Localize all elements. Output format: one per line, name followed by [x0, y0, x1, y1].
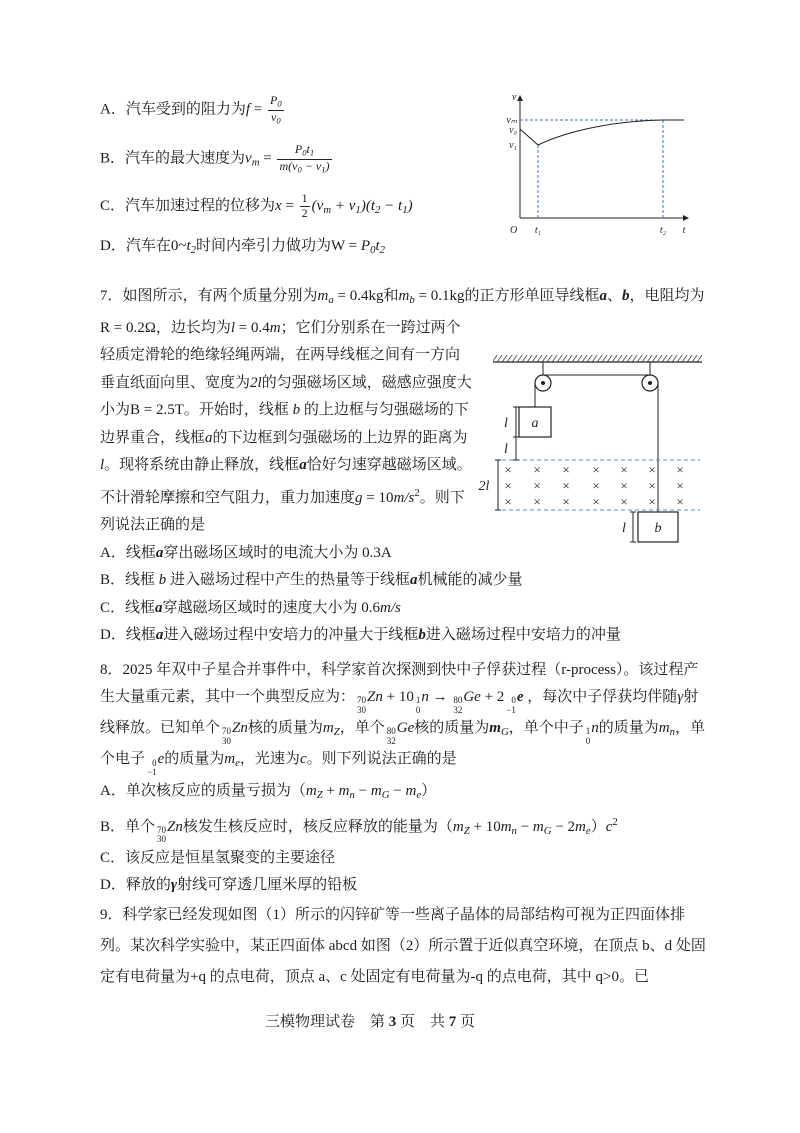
text-run: m — [452, 818, 464, 835]
text-run: a — [205, 429, 213, 446]
text-run: 7 — [448, 1014, 457, 1030]
text-run: 核的质量为 — [247, 720, 323, 737]
text-run: 2 — [414, 486, 420, 499]
text-run: 的下边框到匀强磁场的上边界的距离为 — [212, 429, 468, 446]
text-run: a — [410, 572, 418, 589]
text-run: D． — [100, 238, 126, 254]
question-8 — [100, 657, 708, 899]
text-run: 7．如图所示，有两个质量分别为 — [100, 288, 318, 304]
field-cross-icon: × — [647, 494, 657, 509]
text-run: a — [155, 599, 163, 616]
text-run: γ — [170, 877, 178, 893]
text-run: t — [375, 238, 380, 254]
q6-option-c — [100, 191, 490, 225]
dimension-frame-a — [513, 407, 519, 460]
field-cross-icon: × — [675, 478, 685, 493]
text-run: 1 — [309, 147, 315, 158]
text-run: m/s — [393, 489, 415, 506]
field-cross-icon: × — [561, 494, 571, 509]
text-run: m — [305, 782, 317, 799]
text-run: ) — [325, 158, 330, 173]
text-run: − — [516, 818, 533, 835]
text-run: m — [323, 204, 332, 217]
fraction-numerator — [268, 94, 284, 111]
nuclide-numbers — [147, 759, 157, 778]
text-run: b — [409, 294, 415, 307]
vm-label: vₘ — [506, 115, 517, 126]
text-run: B．单个 — [100, 818, 156, 835]
text-run: 穿越磁场区域时的速度大小为 0.6 — [162, 599, 381, 616]
text-run: b — [292, 402, 301, 419]
text-run: G — [381, 788, 390, 801]
atomic-number: 32 — [453, 704, 463, 715]
q6-option-a — [100, 94, 490, 126]
text-run: = 0.1kg的正方形单匝导线框 — [414, 288, 600, 304]
v-axis-label: v — [512, 92, 517, 103]
text-run: 汽车在0~ — [125, 238, 187, 254]
text-run: ；它们分别系在一跨过两个轻质定滑轮的绝缘轻绳两端，在两导线框之间有一方向垂直纸面向里、宽度为 — [100, 319, 461, 391]
text-run: Zn — [232, 720, 248, 737]
text-run: 汽车受到的阻力为 — [125, 101, 246, 118]
text-run: + 10 — [382, 689, 414, 705]
text-run: n — [349, 788, 355, 801]
q7-option-b — [100, 567, 708, 595]
text-run: 9．科学家已经发现如图（1）所示的闪锌矿等一些离子晶体的局部结构可视为正四面体排列。某次科学实验中，某正四面体 abcd 如图（2）所示置于近似真空环境，在顶点 b、d 处固定有电荷量为+q 的点电荷，顶点 a、c 处固定有电荷量为-q 的点电荷，其中 q>0。已 — [100, 907, 706, 985]
q8-option-a — [100, 778, 708, 809]
q7-option-c — [100, 595, 708, 623]
dimension-gap-label: l — [504, 442, 508, 457]
text-run: 的匀强磁场区域，磁感应强度大小为B = 2.5T。开始时，线框 — [100, 374, 472, 419]
mass-number: 0 — [511, 695, 516, 706]
text-run: A．线框 — [100, 544, 156, 561]
magnetic-field-crosses — [504, 462, 685, 509]
text-run: A． — [100, 101, 126, 118]
text-run: γ — [677, 689, 684, 705]
text-run: 1 — [402, 204, 408, 217]
field-cross-icon: × — [561, 462, 571, 477]
text-run: 。则下列说法正确的是 — [100, 489, 465, 534]
text-run: e — [516, 689, 524, 705]
text-run: m — [251, 156, 260, 169]
field-cross-icon: × — [675, 462, 685, 477]
text-run: 射线可穿透几厘米厚的铅板 — [177, 877, 358, 893]
dimension-frame-b — [630, 512, 636, 542]
field-cross-icon: × — [647, 478, 657, 493]
text-run: Zn — [367, 689, 383, 705]
text-run: n — [511, 825, 517, 837]
text-run: )(t — [360, 198, 375, 214]
text-run: A．单次核反应的质量亏损为（ — [100, 782, 306, 799]
fraction-numerator — [300, 192, 310, 207]
atomic-number: 30 — [222, 735, 232, 746]
atomic-number: 0 — [415, 704, 421, 715]
field-cross-icon: × — [675, 494, 685, 509]
text-run: n — [591, 720, 599, 737]
text-run: t — [306, 142, 310, 156]
text-run: C．线框 — [100, 599, 156, 616]
text-run: 8．2025 年双中子星合并事件中，科学家首次探测到快中子俘获过程（r-process）。该过程产生大量重元素，其中一个典型反应为： — [100, 662, 699, 705]
text-run: 2 — [612, 815, 618, 828]
text-run: l — [230, 319, 236, 336]
text-run: c — [299, 751, 307, 768]
text-run: G — [543, 825, 552, 837]
field-cross-icon: × — [561, 478, 571, 493]
field-cross-icon: × — [619, 478, 629, 493]
text-run: 0 — [277, 98, 282, 109]
text-run: Ge — [463, 689, 481, 705]
q6-option-b — [100, 143, 490, 178]
text-run: a — [155, 627, 164, 644]
atomic-number: −1 — [147, 767, 157, 778]
text-run: m — [398, 288, 410, 304]
text-run: 1 — [355, 204, 361, 217]
field-cross-icon: × — [619, 462, 629, 477]
field-cross-icon: × — [503, 462, 513, 477]
text-run: D．释放的 — [100, 877, 171, 893]
mass-number: 0 — [152, 757, 157, 768]
text-run: 2 — [190, 244, 197, 257]
text-run: a — [299, 457, 307, 474]
text-run: 0 — [297, 164, 302, 175]
right-pulley-axle — [648, 381, 652, 385]
field-cross-icon: × — [532, 462, 542, 477]
field-cross-icon: × — [503, 478, 513, 493]
text-run: b — [418, 627, 426, 644]
text-run: 的质量为 — [164, 751, 225, 768]
text-run: ，每次中子俘获均伴随 — [523, 689, 678, 705]
text-run: + 10 — [469, 818, 501, 835]
text-run: = 0.4kg和 — [333, 288, 399, 304]
text-run: 页 共 — [396, 1014, 449, 1030]
nuclide-numbers — [506, 696, 516, 715]
dimension-frame-a-label: l — [504, 416, 508, 431]
text-run: Z — [333, 726, 340, 739]
t1-label: t₁ — [534, 225, 542, 236]
fraction — [268, 94, 284, 126]
text-run: C．该反应是恒星氢聚变的主要途径 — [100, 850, 336, 866]
text-run: t — [186, 238, 191, 254]
field-cross-icon: × — [591, 478, 601, 493]
text-run: P — [270, 93, 278, 107]
text-run: Z — [316, 788, 323, 801]
text-run: e — [416, 788, 422, 801]
text-run: e — [235, 757, 240, 770]
text-run: m — [269, 319, 281, 336]
atomic-number: 30 — [357, 704, 367, 715]
fraction-denominator — [277, 160, 331, 176]
page-footer — [230, 1010, 510, 1031]
text-run: (v — [311, 198, 324, 214]
q9-stem — [100, 900, 708, 993]
text-run: l — [100, 457, 105, 474]
text-run: 三模物理试卷 第 — [264, 1014, 389, 1030]
t-axis-label: t — [682, 225, 686, 236]
text-run: m — [658, 720, 670, 737]
text-run: Z — [463, 825, 470, 837]
v0-label: v₀ — [509, 125, 517, 136]
dimension-field-label: 2l — [478, 479, 490, 494]
atomic-number: −1 — [506, 704, 516, 715]
text-run: v — [271, 109, 277, 124]
text-run: C． — [100, 198, 126, 214]
question-9 — [100, 900, 708, 993]
text-run: − — [389, 782, 406, 799]
text-run: 2 — [379, 244, 386, 257]
field-cross-icon: × — [619, 494, 629, 509]
frame-b-label: b — [654, 521, 662, 536]
nuclide-numbers — [586, 727, 591, 746]
text-run: a — [155, 544, 164, 561]
text-run: 的质量为 — [598, 720, 659, 737]
nuclide-numbers — [222, 727, 231, 746]
text-run: m — [370, 782, 382, 799]
q8-option-d — [100, 872, 708, 899]
fraction-denominator — [268, 111, 284, 127]
text-run: 汽车加速过程的位移为 — [125, 198, 276, 214]
text-run: ，单个电子 — [100, 720, 706, 768]
text-run: ） — [421, 782, 437, 799]
text-run: 、 — [606, 288, 622, 304]
text-run: ，光速为 — [239, 751, 300, 768]
velocity-curve — [520, 120, 684, 145]
text-run: 3 — [388, 1014, 397, 1030]
field-cross-icon: × — [591, 494, 601, 509]
text-run: = 0.4 — [235, 319, 270, 336]
text-run: 的上边框与匀强磁场的下边界重合，线框 — [100, 402, 469, 446]
text-run: 时间内牵引力做功为W = — [196, 238, 361, 254]
field-cross-icon: × — [532, 494, 542, 509]
text-run: b — [621, 288, 630, 304]
field-cross-icon: × — [503, 494, 513, 509]
text-run: f — [245, 101, 251, 118]
text-run: a — [599, 288, 607, 304]
text-run: c — [605, 818, 613, 835]
text-run: n — [421, 689, 429, 705]
field-cross-icon: × — [532, 478, 542, 493]
text-run: B． — [100, 150, 126, 167]
text-run: m — [532, 818, 544, 835]
q7-figure — [473, 338, 708, 546]
dimension-frame-b-label: l — [622, 521, 626, 536]
text-run: m — [338, 782, 350, 799]
text-run: 0 — [276, 115, 281, 126]
mass-number: 70 — [157, 825, 167, 836]
text-run: b — [158, 572, 167, 589]
text-run: 。则下列说法正确的是 — [306, 751, 457, 768]
text-run: ，单个中子 — [508, 720, 584, 737]
nuclide-numbers — [387, 727, 396, 746]
text-run: 射线释放。已知单个 — [100, 689, 699, 737]
text-run: m — [317, 288, 329, 304]
text-run: 2 — [375, 204, 381, 217]
nuclide-numbers — [157, 826, 166, 845]
text-run: 机械能的减少量 — [417, 572, 523, 589]
text-run: x — [275, 198, 282, 214]
text-run: 0 — [370, 244, 376, 257]
text-run: n — [669, 726, 676, 739]
t2-label: t₂ — [659, 225, 667, 236]
mass-number: 70 — [222, 726, 232, 737]
text-run: 进入磁场过程中安培力的冲量 — [425, 627, 621, 644]
text-run: → — [428, 689, 452, 705]
origin-label: O — [510, 225, 518, 236]
text-run: 2l — [250, 374, 262, 391]
fraction — [300, 192, 310, 221]
text-run: ) — [407, 198, 413, 214]
text-run: ） — [590, 818, 606, 835]
text-run: 1 — [321, 164, 326, 175]
text-run: m — [405, 782, 417, 799]
text-run: m(v — [279, 158, 298, 173]
nuclide-numbers — [416, 696, 421, 715]
text-run: m — [500, 818, 512, 835]
nuclide-numbers — [453, 696, 462, 715]
text-run: 穿出磁场区域时的电流大小为 0.3A — [163, 544, 392, 561]
nuclide-numbers — [357, 696, 366, 715]
field-cross-icon: × — [591, 462, 601, 477]
mass-number: 70 — [357, 695, 367, 706]
q7-stem — [100, 283, 708, 540]
q8-stem — [100, 657, 708, 778]
text-run: m — [489, 720, 501, 737]
text-run: m — [322, 720, 334, 737]
text-run: 页 — [456, 1014, 476, 1030]
text-run: 汽车的最大速度为 — [125, 150, 246, 167]
frame-a-label: a — [531, 416, 539, 431]
text-run: a — [328, 294, 334, 307]
text-run: ，单个 — [339, 720, 385, 737]
q8-option-c — [100, 845, 708, 872]
mass-number: 1 — [415, 695, 421, 706]
text-run: − — [354, 782, 371, 799]
pulley-magnetic-field-diagram — [473, 338, 708, 546]
text-run: 0 — [302, 147, 307, 158]
v1-label: v₁ — [509, 140, 517, 151]
text-run: Zn — [167, 818, 183, 835]
text-run: Ge — [396, 720, 415, 737]
text-run: = 10 — [362, 489, 394, 506]
text-run: 2 — [301, 206, 308, 221]
atomic-number: 0 — [585, 735, 591, 746]
text-run: + v — [331, 198, 356, 214]
fraction — [277, 143, 331, 175]
left-pulley-axle — [541, 381, 545, 385]
atomic-number: 32 — [386, 735, 396, 746]
atomic-number: 30 — [157, 834, 167, 845]
text-run: − 2 — [551, 818, 576, 835]
q6-option-d — [100, 231, 490, 265]
fraction-numerator — [277, 143, 331, 160]
text-run: = — [259, 150, 276, 167]
text-run: = — [250, 101, 266, 118]
text-run: g — [355, 489, 363, 506]
text-run: m — [224, 751, 236, 768]
question-7 — [100, 283, 708, 650]
text-run: − v — [301, 158, 322, 173]
text-run: 核的质量为 — [414, 720, 490, 737]
text-run: e — [157, 751, 165, 768]
field-cross-icon: × — [647, 462, 657, 477]
mass-number: 80 — [453, 695, 463, 706]
text-run: B．线框 — [100, 572, 159, 589]
text-run: e — [585, 825, 591, 837]
text-run: P — [360, 238, 371, 254]
text-run: 进入磁场过程中安培力的冲量大于线框 — [163, 627, 419, 644]
dimension-field — [495, 460, 501, 510]
text-run: + — [322, 782, 339, 799]
q8-option-b — [100, 809, 708, 845]
text-run: 恰好匀速穿越磁场区域。不计滑轮摩擦和空气阻力，重力加速度 — [100, 457, 472, 506]
text-run: 。现将系统由静止释放，线框 — [104, 457, 300, 474]
mass-number: 80 — [386, 726, 396, 737]
text-run: v — [245, 150, 252, 167]
q6-velocity-time-graph — [495, 88, 695, 243]
text-run: + 2 — [480, 689, 505, 705]
mass-number: 1 — [585, 726, 591, 737]
text-run: ，电阻均为R = 0.2Ω，边长均为 — [100, 288, 705, 336]
text-run: m/s — [380, 599, 401, 616]
text-run: 1 — [301, 191, 308, 206]
text-run: = — [281, 198, 298, 214]
q7-option-d — [100, 622, 708, 650]
text-run: G — [500, 726, 509, 739]
fraction-denominator — [300, 207, 310, 221]
text-run: m — [575, 818, 586, 835]
text-run: D．线框 — [100, 627, 156, 644]
ceiling-hatch — [493, 355, 702, 362]
text-run: 进入磁场过程中产生的热量等于线框 — [166, 572, 411, 589]
text-run: 核发生核反应时，核反应释放的能量为（ — [182, 818, 453, 835]
text-run: P — [294, 142, 303, 156]
text-run: − t — [380, 198, 403, 214]
